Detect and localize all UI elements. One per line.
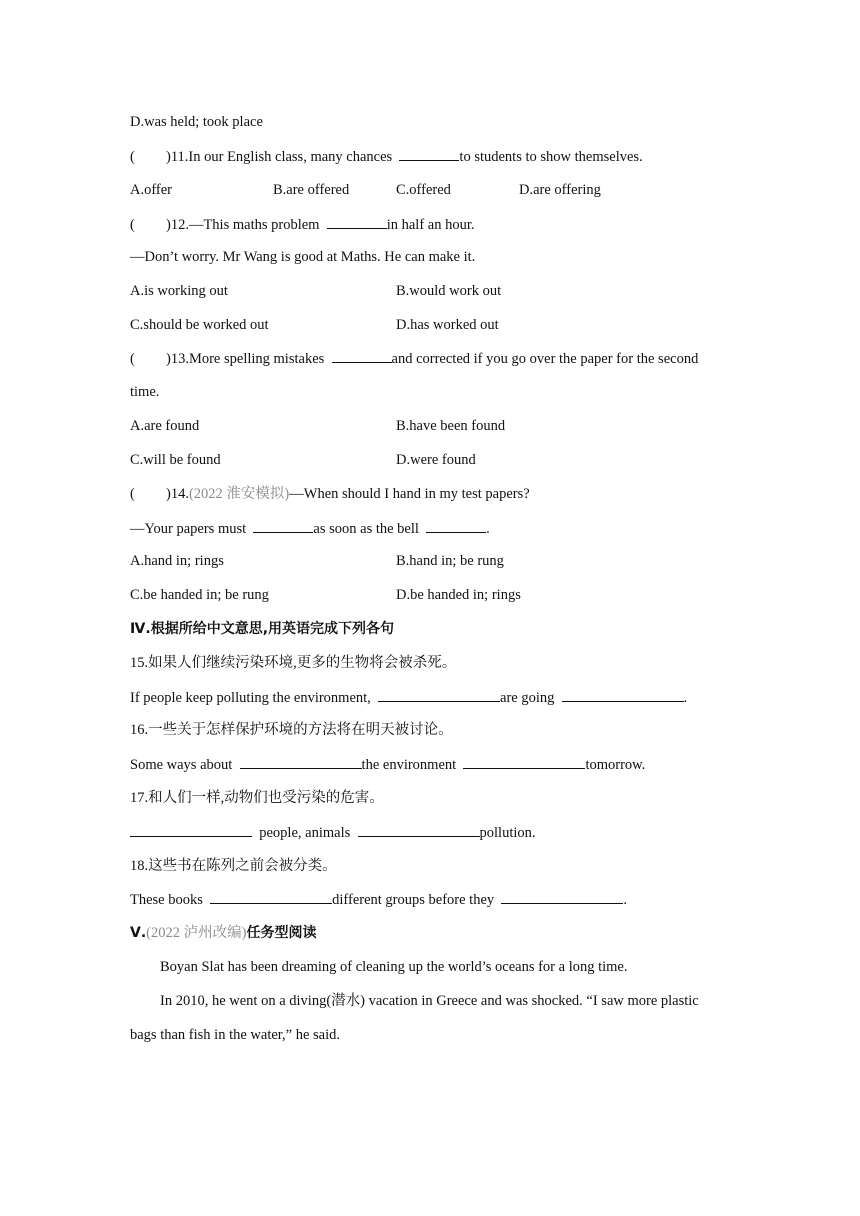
q13-option-b: B.have been found — [396, 418, 506, 434]
q10-option-d: D.was held; took place — [130, 114, 263, 130]
q15-english: If people keep polluting the environment, are going . — [130, 687, 687, 708]
q17-english: people, animals pollution. — [130, 822, 536, 843]
section-5-source: (2022 泸州改编) — [146, 925, 247, 941]
q12-stem: ( )12.—This maths problem in half an hour. — [130, 214, 475, 235]
q11-blank[interactable] — [399, 146, 459, 161]
reading-paragraph-2: In 2010, he went on a diving(潜水) vacation in Greece and was shocked. “I saw more plastic — [160, 993, 699, 1009]
q18-chinese: 18.这些书在陈列之前会被分类。 — [130, 858, 337, 874]
q15-blank-2[interactable] — [562, 687, 684, 702]
q12-blank[interactable] — [327, 214, 387, 229]
q16-blank-1[interactable] — [240, 754, 362, 769]
q17-blank-1[interactable] — [130, 822, 252, 837]
q14-option-b: B.hand in; be rung — [396, 553, 504, 569]
section-4-title: Ⅳ.根据所给中文意思,用英语完成下列各句 — [130, 621, 395, 637]
q18-blank-2[interactable] — [501, 889, 623, 904]
q14-blank-1[interactable] — [253, 518, 313, 533]
q11-option-b: B.are offered — [273, 182, 350, 198]
q13-option-c: C.will be found — [130, 452, 221, 468]
reading-paragraph-1: Boyan Slat has been dreaming of cleaning up the world’s oceans for a long time. — [160, 959, 628, 975]
q11-option-c: C.offered — [396, 182, 451, 198]
q15-blank-1[interactable] — [378, 687, 500, 702]
q15-chinese: 15.如果人们继续污染环境,更多的生物将会被杀死。 — [130, 655, 457, 671]
section-5-title: Ⅴ.(2022 泸州改编)任务型阅读 — [130, 925, 317, 941]
q11-option-a: A.offer — [130, 182, 173, 198]
q14-option-c: C.be handed in; be rung — [130, 587, 269, 603]
q18-blank-1[interactable] — [210, 889, 332, 904]
q18-english: These books different groups before they . — [130, 889, 627, 910]
q11-option-d: D.are offering — [519, 182, 601, 198]
q12-option-b: B.would work out — [396, 283, 502, 299]
q16-blank-2[interactable] — [463, 754, 585, 769]
q17-chinese: 17.和人们一样,动物们也受污染的危害。 — [130, 790, 384, 806]
reading-paragraph-2-cont: bags than fish in the water,” he said. — [130, 1027, 341, 1043]
q14-option-d: D.be handed in; rings — [396, 587, 521, 603]
q13-option-a: A.are found — [130, 418, 200, 434]
q12-reply: —Don’t worry. Mr Wang is good at Maths. He can make it. — [130, 249, 476, 265]
q13-stem-cont: time. — [130, 384, 160, 400]
q13-option-d: D.were found — [396, 452, 476, 468]
q14-option-a: A.hand in; rings — [130, 553, 224, 569]
q14-reply: —Your papers must as soon as the bell . — [130, 518, 490, 539]
q13-stem: ( )13.More spelling mistakes and corrected if you go over the paper for the second — [130, 348, 698, 369]
q14-stem: ( )14.(2022 淮安模拟)—When should I hand in my test papers? — [130, 486, 530, 502]
q13-blank[interactable] — [332, 348, 392, 363]
q12-option-c: C.should be worked out — [130, 317, 269, 333]
q12-option-a: A.is working out — [130, 283, 228, 299]
q12-option-d: D.has worked out — [396, 317, 499, 333]
q17-blank-2[interactable] — [358, 822, 480, 837]
q16-chinese: 16.一些关于怎样保护环境的方法将在明天被讨论。 — [130, 722, 453, 738]
q14-blank-2[interactable] — [426, 518, 486, 533]
q11-stem: ( )11.In our English class, many chances to students to show themselves. — [130, 146, 643, 167]
q16-english: Some ways about the environment tomorrow. — [130, 754, 645, 775]
q14-source: (2022 淮安模拟) — [188, 486, 290, 502]
